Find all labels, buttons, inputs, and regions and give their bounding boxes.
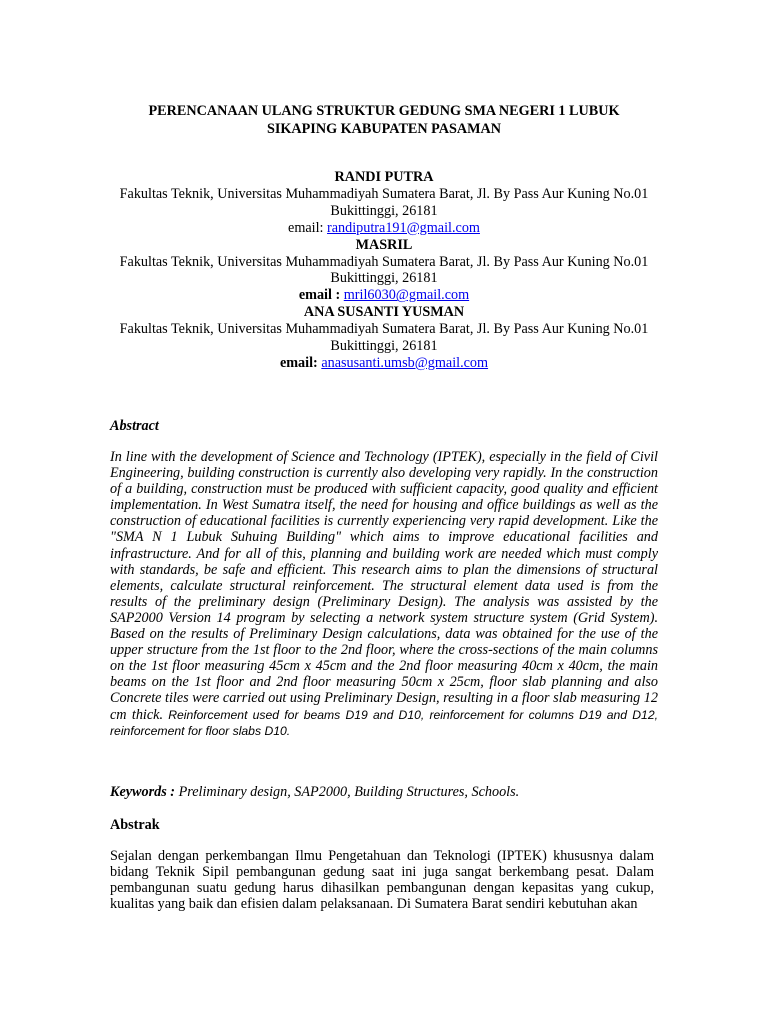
- author-affiliation: Fakultas Teknik, Universitas Muhammadiyah Sumatera Barat, Jl. By Pass Aur Kuning No.01 Bukittinggi, 26181: [119, 321, 649, 355]
- keywords-line: [110, 784, 658, 801]
- abstrak-heading: Abstrak: [110, 817, 160, 833]
- author-name: RANDI PUTRA: [334, 169, 434, 185]
- abstrak-body: Sejalan dengan perkembangan Ilmu Pengetahuan dan Teknologi (IPTEK) khususnya dalam bidang Teknik Sipil pembangunan gedung saat ini juga sangat berkembang pesat. Dalam pembangunan suatu gedung harus dihasilkan pembangunan dengan kepasitas yang cukup, kualitas yang baik dan efisien dalam pelaksanaan. Di Sumatera Barat sendiri kebutuhan akan: [110, 848, 654, 913]
- author-affiliation: Fakultas Teknik, Universitas Muhammadiyah Sumatera Barat, Jl. By Pass Aur Kuning No.01 Bukittinggi, 26181: [119, 253, 649, 287]
- keywords-text: Preliminary design, SAP2000, Building Structures, Schools.: [178, 784, 520, 800]
- author-email-line: [80, 220, 688, 237]
- author-email-link[interactable]: randiputra191@gmail.com: [327, 219, 480, 236]
- author-1: [80, 169, 688, 237]
- author-name: MASRIL: [355, 236, 413, 253]
- title-line-1: PERENCANAAN ULANG STRUKTUR GEDUNG SMA NEGERI 1 LUBUK: [148, 103, 620, 119]
- title-line-2: SIKAPING KABUPATEN PASAMAN: [266, 121, 502, 137]
- author-email-line: [80, 355, 688, 372]
- abstract-heading: Abstract: [110, 418, 159, 434]
- author-block: [80, 169, 688, 372]
- author-name: ANA SUSANTI YUSMAN: [303, 304, 465, 321]
- author-email-link[interactable]: mril6030@gmail.com: [343, 287, 470, 304]
- abstract-body: [110, 449, 658, 739]
- author-email-line: [80, 287, 688, 304]
- author-affiliation: Fakultas Teknik, Universitas Muhammadiyah Sumatera Barat, Jl. By Pass Aur Kuning No.01 Bukittinggi, 26181: [119, 185, 649, 219]
- email-label: email :: [298, 287, 344, 304]
- abstract-text-tail: Reinforcement used for beams D19 and D10, reinforcement for columns D19 and D12, reinforcement for floor slabs D10.: [110, 707, 658, 738]
- author-email-link[interactable]: anasusanti.umsb@gmail.com: [321, 354, 489, 371]
- keywords-label: Keywords :: [110, 784, 179, 800]
- email-label: email:: [279, 354, 322, 371]
- abstract-text: In line with the development of Science and Technology (IPTEK), especially in the field of Civil Engineering, building construction is currently also developing very rapidly. In the construction of a building, construction must be produced with sufficient capacity, good quality and efficient implementation. In West Sumatra itself, the need for housing and office buildings as well as the construction of educational facilities is currently experiencing very rapid development. Like the "SMA N 1 Lubuk Suhuing Building" which aims to improve educational facilities and infrastructure. And for all of this, planning and building work are needed which must comply with standards, be safe and efficient. This research aims to plan the dimensions of structural elements, calculate structural reinforcement. The structural element data used is from the results of the preliminary design (Preliminary Design). The analysis was assisted by the SAP2000 Version 14 program by selecting a network system structure system (Grid System). Based on the results of Preliminary Design calculations, data was obtained for the use of the upper structure from the 1st floor to the 2nd floor, where the cross-sections of the main columns on the 1st floor measuring 45cm x 45cm and the 2nd floor measuring 40cm x 40cm, the main beams on the 1st floor and 2nd floor measuring 50cm x 25cm, floor slab planning and also Concrete tiles were carried out using Preliminary Design, resulting in a floor slab measuring 12 cm thick.: [110, 449, 658, 723]
- email-label: email:: [288, 219, 328, 236]
- author-3: [80, 304, 688, 372]
- paper-title: [100, 102, 668, 138]
- author-2: [80, 237, 688, 305]
